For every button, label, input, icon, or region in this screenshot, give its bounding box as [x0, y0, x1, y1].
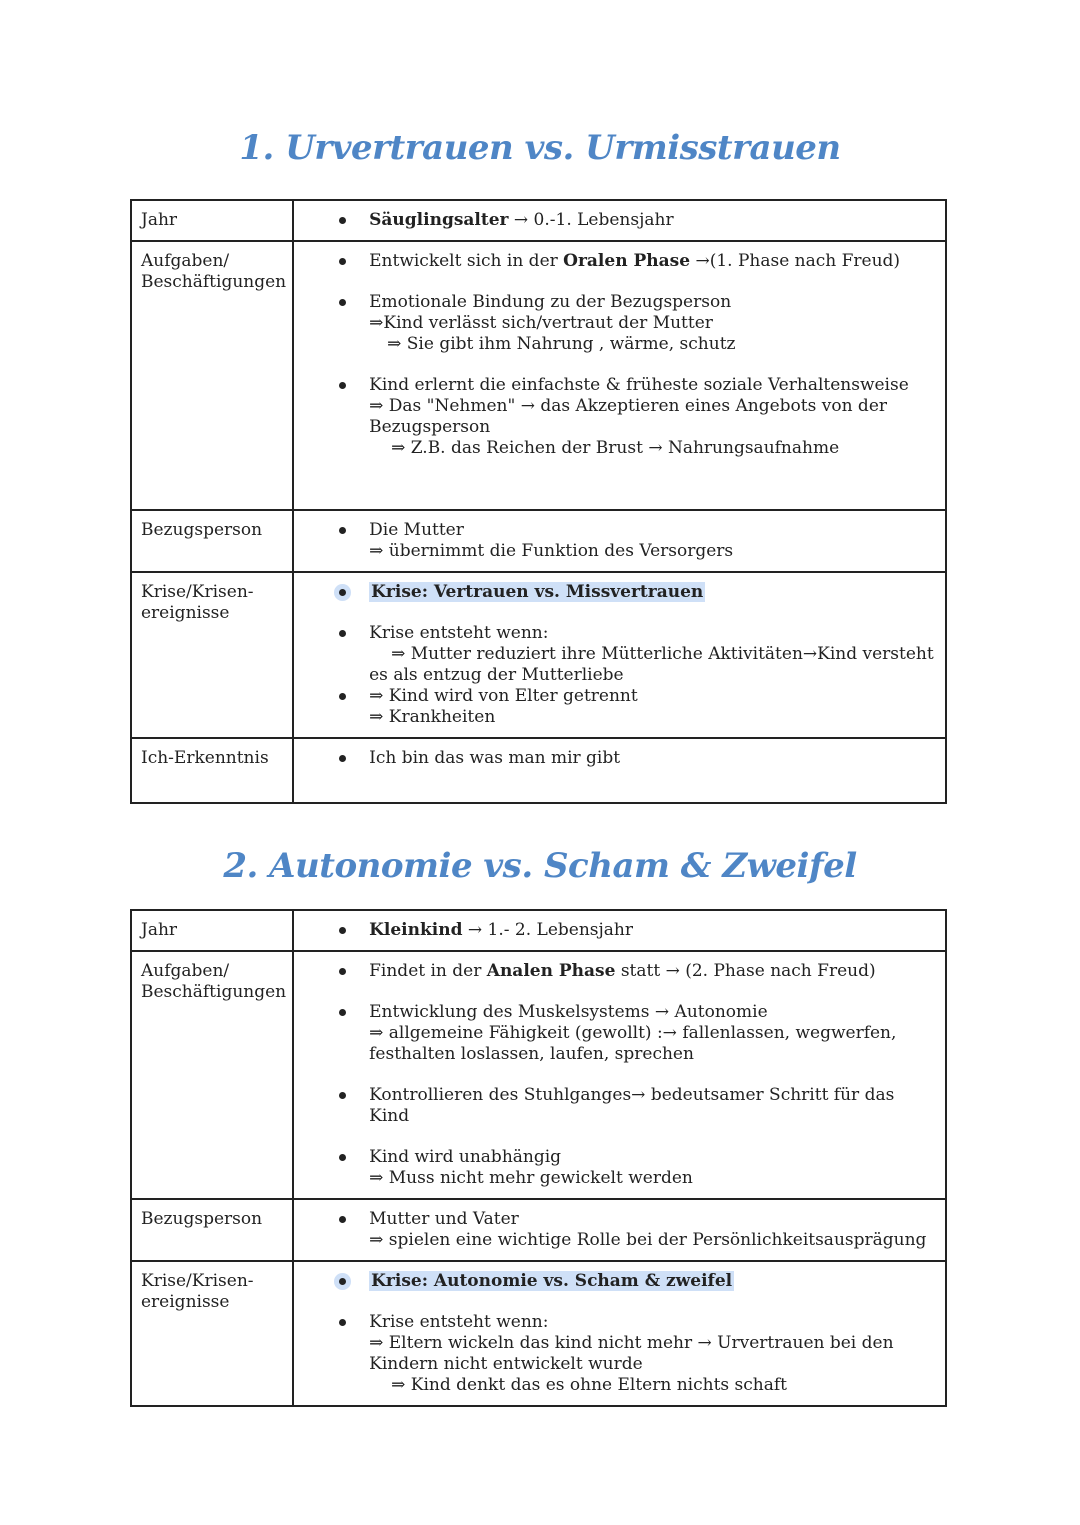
list-item: [369, 210, 935, 231]
row-content-jahr: [293, 200, 946, 241]
text: ⇒ übernimmt die Funktion des Versorgers: [369, 541, 734, 561]
list-item: [369, 623, 935, 686]
age-phase: Säuglingsalter: [369, 210, 509, 230]
text: Kind wird unabhängig: [369, 1147, 562, 1167]
text-bold: Analen Phase: [486, 961, 616, 981]
text: ⇒Kind verlässt sich/vertraut der Mutter: [369, 313, 713, 333]
row-content-ich: [293, 738, 946, 803]
text: ⇒ Muss nicht mehr gewickelt werden: [369, 1168, 693, 1188]
row-content-krise: [293, 1261, 946, 1406]
list-item: [369, 375, 935, 459]
stage1-row-bezug: [131, 510, 946, 572]
list-item: Ich bin das was man mir gibt: [369, 748, 935, 769]
stage1-table: [130, 199, 947, 804]
list-item: [369, 920, 935, 941]
stage2-row-bezug: [131, 1199, 946, 1261]
text: Entwickelt sich in der: [369, 251, 564, 271]
list-item: [369, 1002, 935, 1065]
list-item: [369, 1271, 935, 1292]
text: Mutter und Vater: [369, 1209, 519, 1229]
text: Kind erlernt die einfachste & früheste soziale Verhaltensweise: [369, 375, 909, 395]
list-item: [369, 582, 935, 603]
text: ⇒ Z.B. das Reichen der Brust → Nahrungsaufnahme: [391, 438, 840, 458]
row-label-krise: Krise/Krisen-ereignisse: [131, 1261, 293, 1406]
row-content-jahr: [293, 910, 946, 951]
text: →(1. Phase nach Freud): [690, 251, 901, 271]
row-label-ich: Ich-Erkenntnis: [131, 738, 293, 803]
row-content-aufgaben: [293, 241, 946, 510]
row-label-krise: Krise/Krisen-ereignisse: [131, 572, 293, 738]
text: statt → (2. Phase nach Freud): [615, 961, 876, 981]
list-item: [369, 686, 935, 728]
list-item: [369, 251, 935, 272]
row-label-aufgaben: Aufgaben/ Beschäftigungen: [131, 951, 293, 1199]
row-label-jahr: Jahr: [131, 200, 293, 241]
text: ⇒ allgemeine Fähigkeit (gewollt) :→ fallenlassen, wegwerfen, festhalten loslassen, laufen, sprechen: [369, 1023, 897, 1064]
text: Die Mutter: [369, 520, 464, 540]
row-content-bezug: [293, 510, 946, 572]
text: ⇒ Das "Nehmen" → das Akzeptieren eines Angebots von der Bezugsperson: [369, 396, 888, 437]
row-content-bezug: [293, 1199, 946, 1261]
text: Entwicklung des Muskelsystems → Autonomie: [369, 1002, 768, 1022]
stage1-title: 1. Urvertrauen vs. Urmisstrauen: [239, 128, 841, 168]
row-label-aufgaben: Aufgaben/ Beschäftigungen: [131, 241, 293, 510]
age-range: → 1.- 2. Lebensjahr: [462, 920, 633, 940]
row-content-krise: [293, 572, 946, 738]
text-bold: Oralen Phase: [563, 251, 691, 271]
stage2-row-aufgaben: [131, 951, 946, 1199]
crisis-highlight: Krise: Autonomie vs. Scham & zweifel: [371, 1271, 733, 1291]
row-label-jahr: Jahr: [131, 910, 293, 951]
stage1-row-krise: [131, 572, 946, 738]
text: ⇒ Mutter reduziert ihre Mütterliche Aktivitäten→Kind versteht es als entzug der Mutterliebe: [369, 644, 934, 685]
list-item: [369, 292, 935, 355]
stage1-row-aufgaben: [131, 241, 946, 510]
row-content-aufgaben: [293, 951, 946, 1199]
list-item: Kontrollieren des Stuhlganges→ bedeutsamer Schritt für das Kind: [369, 1085, 935, 1127]
row-label-bezug: Bezugsperson: [131, 510, 293, 572]
text: ⇒ Eltern wickeln das kind nicht mehr → Urvertrauen bei den Kindern nicht entwickelt wurde: [369, 1333, 894, 1374]
list-item: [369, 520, 935, 562]
stage1-row-jahr: [131, 200, 946, 241]
text: ⇒ spielen eine wichtige Rolle bei der Persönlichkeitsausprägung: [369, 1230, 927, 1250]
stage1-row-ich: [131, 738, 946, 803]
list-item: [369, 961, 935, 982]
stage2-table: [130, 909, 947, 1407]
stage2-row-jahr: [131, 910, 946, 951]
text: ⇒ Krankheiten: [369, 707, 496, 727]
age-range: → 0.-1. Lebensjahr: [508, 210, 674, 230]
text: Krise entsteht wenn:: [369, 623, 549, 643]
list-item: [369, 1312, 935, 1396]
stage2-title: 2. Autonomie vs. Scham & Zweifel: [223, 846, 857, 886]
text: ⇒ Kind wird von Elter getrennt: [369, 686, 638, 706]
age-phase: Kleinkind: [369, 920, 463, 940]
text: Emotionale Bindung zu der Bezugsperson: [369, 292, 732, 312]
stage2-row-krise: [131, 1261, 946, 1406]
text: ⇒ Kind denkt das es ohne Eltern nichts schaft: [391, 1375, 787, 1395]
text: Krise entsteht wenn:: [369, 1312, 549, 1332]
row-label-bezug: Bezugsperson: [131, 1199, 293, 1261]
text: Findet in der: [369, 961, 487, 981]
list-item: [369, 1209, 935, 1251]
crisis-highlight: Krise: Vertrauen vs. Missvertrauen: [371, 582, 704, 602]
list-item: [369, 1147, 935, 1189]
text: ⇒ Sie gibt ihm Nahrung , wärme, schutz: [387, 334, 736, 354]
